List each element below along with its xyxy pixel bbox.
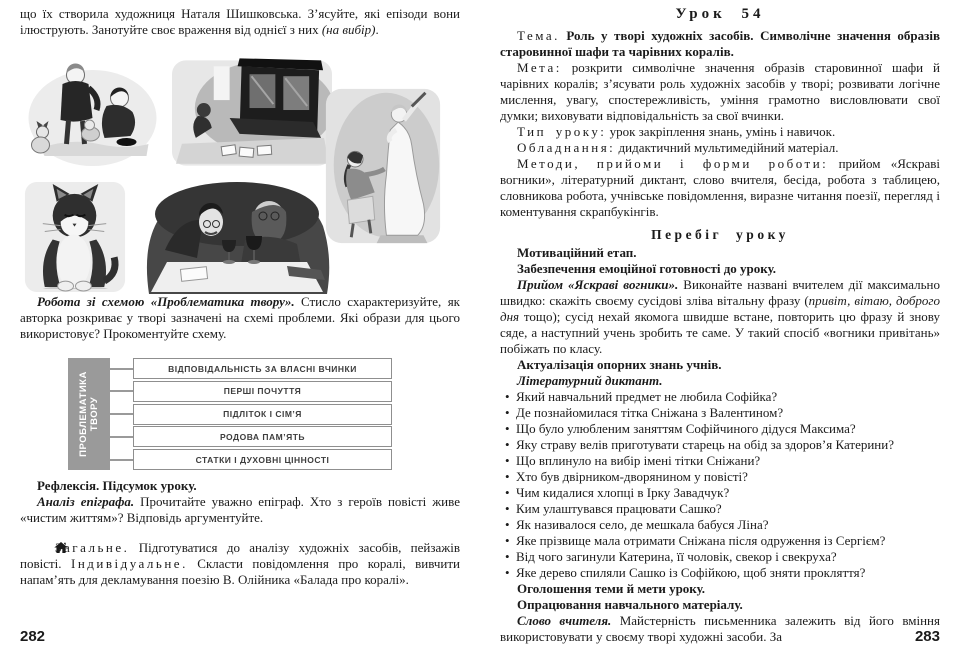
paragraph — [20, 294, 460, 342]
text-segment: Майстерність письменника залежить від його вміння використовувати у своєму творі художні засоби. За — [500, 613, 940, 644]
bullet-text: Яке прізвище мала отримати Сніжана після одруження із Сергієм? — [516, 533, 886, 548]
text-segment: прийом «Яскраві вогники», літературний диктант, слово вчителя, бесіда, робота з таблицею, словникова робота, учнівське повідомлення, виразне читання поезії, перегляд і коментування скрапбукінгів. — [500, 156, 940, 219]
paragraph — [500, 140, 940, 156]
bullet-item — [500, 389, 940, 405]
paragraph — [500, 28, 940, 60]
bullet-icon: • — [505, 549, 510, 564]
left-page-schema-text — [20, 294, 460, 342]
diagram-box: ПІДЛІТОК І СІМ’Я — [133, 404, 392, 425]
right-page-text — [500, 0, 940, 645]
bullet-text: Який навчальний предмет не любила Софійка? — [516, 389, 778, 404]
bullet-text: Як називалося село, де мешкала бабуся Ліна? — [516, 517, 769, 532]
bullet-item — [500, 469, 940, 485]
text-segment: Загальне. — [55, 540, 130, 555]
bullet-icon: • — [505, 389, 510, 404]
paragraph — [20, 494, 460, 526]
text-segment: Мета: — [517, 60, 562, 75]
paragraph — [500, 373, 940, 389]
bullet-icon: • — [505, 421, 510, 436]
paragraph — [500, 597, 940, 613]
text-segment: (на вибір) — [321, 22, 376, 37]
right-page — [500, 0, 940, 663]
bullet-item — [500, 549, 940, 565]
bullet-item — [500, 421, 940, 437]
text-segment: Слово вчителя. — [517, 613, 612, 628]
text-segment: Робота зі схемою «Проблематика твору». — [37, 294, 295, 309]
children-with-kitten-illustration — [26, 58, 162, 170]
bullet-item — [500, 453, 940, 469]
text-segment: Оголошення теми й мети уроку. — [517, 581, 706, 596]
left-page-top-text — [20, 0, 460, 38]
text-segment: привіт, вітаю, доброго дня — [500, 293, 940, 324]
bullet-item — [500, 501, 940, 517]
text-segment: Стисло схарактеризуйте, як авторка розкриває у творі зазначені на схемі проблеми. Які образи для цього використовує? Прокоментуйте схему. — [20, 294, 460, 341]
text-segment: Тема. — [517, 28, 560, 43]
text-segment: Методи, прийоми і форми роботи: — [517, 156, 829, 171]
bullet-item — [500, 437, 940, 453]
text-segment: Рефлексія. Підсумок уроку. — [37, 478, 197, 493]
paragraph — [500, 60, 940, 124]
problematics-diagram — [20, 356, 460, 472]
bullet-icon: • — [505, 501, 510, 516]
bullet-icon: • — [505, 533, 510, 548]
paragraph — [500, 581, 940, 597]
paragraph — [500, 124, 940, 140]
paragraph — [20, 540, 460, 588]
bullet-text: Що вплинуло на вибір імені тітки Сніжани? — [516, 453, 761, 468]
bullet-item — [500, 485, 940, 501]
text-segment: тощо); сусід нехай якомога швидше встане, повторить цю фразу й знову сяде, а наступний учень зробить те саме. У такий спосіб «вогники привітань» побіжать по класу. — [500, 309, 940, 356]
kitten-illustration — [22, 180, 128, 294]
paragraph — [20, 6, 460, 38]
text-segment: дидактичний мультимедійний матеріал. — [615, 140, 839, 155]
bullet-icon: • — [505, 405, 510, 420]
bullet-item — [500, 517, 940, 533]
bullet-text: Яку страву велів приготувати старець на обід за здоров’я Катерини? — [516, 437, 894, 452]
text-segment: Опрацювання навчального матеріалу. — [517, 597, 743, 612]
illustration-collage — [20, 58, 460, 294]
diagram-box: ПЕРШІ ПОЧУТТЯ — [133, 381, 392, 402]
bullet-item — [500, 405, 940, 421]
diagram-box: ВІДПОВІДАЛЬНІСТЬ ЗА ВЛАСНІ ВЧИНКИ — [133, 358, 392, 379]
left-page — [20, 0, 460, 663]
lesson-flow-title: Перебіг уроку — [651, 227, 789, 242]
page-number-right: 283 — [914, 628, 940, 645]
old-wardrobe-illustration — [170, 58, 334, 168]
text-segment: Літературний диктант. — [517, 373, 663, 388]
text-segment: Обладнання: — [517, 140, 616, 155]
bullet-icon: • — [505, 469, 510, 484]
bullet-text: Чим кидалися хлопці в Ірку Завадчук? — [516, 485, 730, 500]
bullet-icon: • — [505, 453, 510, 468]
text-segment: Прочитайте уважно епіграф. Хто з героїв повісті живе «чистим життям»? Відповідь аргументуйте. — [20, 494, 460, 525]
bullet-text: Хто був двірником-дворянином у повісті? — [516, 469, 748, 484]
bullet-icon: • — [505, 437, 510, 452]
diagram-boxes — [133, 358, 392, 470]
bullet-item — [500, 533, 940, 549]
left-page-bottom-text — [20, 478, 460, 588]
statue-and-girl-illustration — [322, 84, 444, 248]
text-segment: Забезпечення емоційної готовності до уроку. — [517, 261, 777, 276]
bullet-icon: • — [505, 517, 510, 532]
diagram-box: СТАТКИ І ДУХОВНІ ЦІННОСТІ — [133, 449, 392, 470]
bullet-icon: • — [505, 565, 510, 580]
text-segment: розкрити символічне значення образів старовинної шафи й чарівних коралів; з’ясувати роль художніх засобів у творі; розвивати логічне мислення, увагу, спостережливість, уміння грамотно висловлювати свої думки; виховувати відповідальність за свої вчинки. — [500, 60, 940, 123]
paragraph — [500, 277, 940, 357]
text-segment: . — [375, 22, 379, 37]
paragraph — [500, 156, 940, 220]
paragraph — [500, 261, 940, 277]
text-segment: Виконайте названі вчителем дії максимально швидко: скажіть своєму сусідові зліва вітальну фразу ( — [500, 277, 940, 308]
home-icon — [37, 541, 51, 552]
bullet-item — [500, 565, 940, 581]
lesson-title: Урок 54 — [675, 6, 765, 22]
diagram-spine — [68, 358, 110, 470]
text-segment: Скласти повідомлення про коралі, вивчити напам’ять для декламування поезію В. Олійника «Балада про коралі». — [20, 556, 460, 587]
paragraph — [500, 245, 940, 261]
page-number-left: 282 — [20, 628, 46, 645]
text-segment: Прийом «Яскраві вогники». — [517, 277, 679, 292]
paragraph — [500, 357, 940, 373]
table-conversation-illustration — [136, 178, 338, 294]
text-segment: Актуалізація опорних знань учнів. — [517, 357, 722, 372]
text-segment: Тип уроку: — [517, 124, 607, 139]
text-segment: Аналіз епіграфа. — [37, 494, 135, 509]
text-segment: Підготуватися до аналізу художніх засобів, пейзажів повісті. — [20, 540, 460, 571]
bullet-text: Від чого загинули Катерина, її чоловік, свекор і свекруха? — [516, 549, 837, 564]
text-segment: Роль у творі художніх засобів. Символічне значення образів старовинної шафи та чарівних коралів. — [500, 28, 940, 59]
text-segment: Індивідуальне. — [71, 556, 188, 571]
paragraph — [500, 613, 940, 645]
text-segment: Мотиваційний етап. — [517, 245, 637, 260]
text-segment: що їх створила художниця Наталя Шишковська. З’ясуйте, які епізоди вони ілюструють. Занотуйте своє враження від однієї з них — [20, 6, 460, 37]
text-segment: урок закріплення знань, умінь і навичок. — [606, 124, 836, 139]
diagram-spine-label: ПРОБЛЕМАТИКА ТВОРУ — [78, 371, 100, 457]
bullet-icon: • — [505, 485, 510, 500]
bullet-text: Ким улаштувався працювати Сашко? — [516, 501, 722, 516]
bullet-text: Що було улюбленим заняттям Софійчиного дідуся Максима? — [516, 421, 856, 436]
bullet-text: Яке дерево спиляли Сашко із Софійкою, щоб зняти прокляття? — [516, 565, 866, 580]
bullet-text: Де познайомилася тітка Сніжана з Валентином? — [516, 405, 784, 420]
paragraph — [20, 478, 460, 494]
diagram-box: РОДОВА ПАМ’ЯТЬ — [133, 426, 392, 447]
